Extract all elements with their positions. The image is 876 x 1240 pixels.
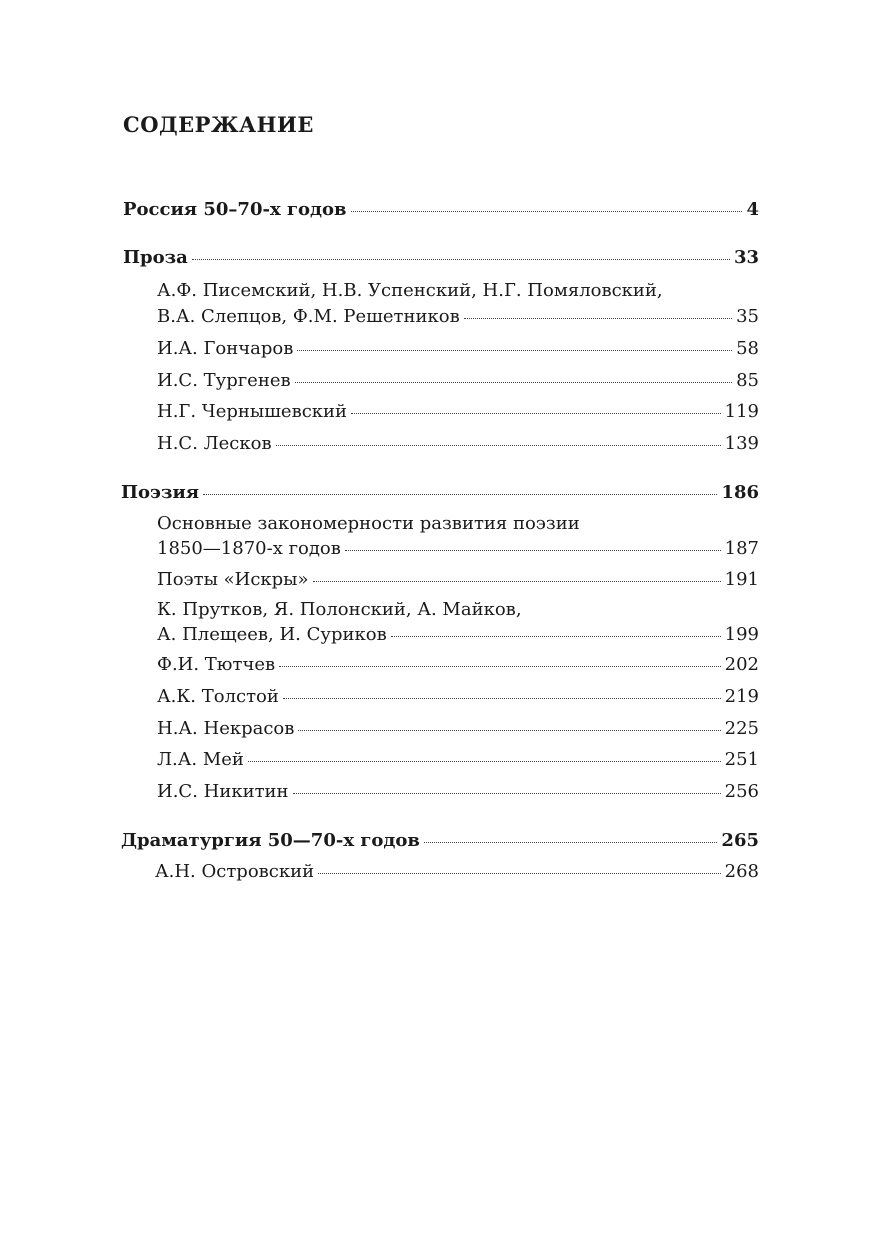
leader-dots — [203, 494, 717, 495]
leader-dots — [297, 350, 732, 351]
toc-page-number: 187 — [724, 538, 759, 559]
toc-entry[interactable] — [157, 306, 759, 328]
toc-entry-title: А. Плещеев, И. Суриков — [157, 624, 387, 645]
toc-entry-title: Поэты «Искры» — [157, 569, 309, 590]
toc-section-poeziya[interactable] — [121, 482, 759, 504]
toc-entry-first-line: К. Прутков, Я. Полонский, А. Майков, — [157, 599, 522, 620]
toc-section-drama[interactable] — [121, 830, 759, 852]
toc-page-number: 35 — [736, 306, 759, 327]
leader-dots — [276, 445, 721, 446]
toc-entry[interactable] — [157, 569, 759, 591]
leader-dots — [351, 413, 721, 414]
toc-page-number: 186 — [721, 482, 759, 503]
toc-entry[interactable] — [157, 538, 759, 560]
toc-entry-title: И.С. Тургенев — [157, 370, 291, 391]
toc-entry[interactable] — [157, 686, 759, 708]
toc-entry-title: А.К. Толстой — [157, 686, 279, 707]
toc-page-number: 265 — [721, 830, 759, 851]
toc-entry[interactable] — [157, 401, 759, 423]
leader-dots — [295, 382, 732, 383]
toc-page-number: 199 — [724, 624, 759, 645]
toc-entry-title: И.С. Никитин — [157, 781, 289, 802]
toc-entry[interactable] — [157, 338, 759, 360]
toc-page-number: 119 — [724, 401, 759, 422]
toc-page-number: 268 — [724, 861, 759, 882]
toc-entry[interactable] — [157, 781, 759, 803]
toc-section-title: Россия 50–70-х годов — [123, 199, 347, 220]
leader-dots — [248, 761, 721, 762]
toc-entry[interactable] — [157, 654, 759, 676]
toc-entry-title: Н.А. Некрасов — [157, 718, 295, 739]
leader-dots — [298, 730, 720, 731]
toc-entry-first-line: Основные закономерности развития поэзии — [157, 513, 580, 534]
toc-page-number: 225 — [724, 718, 759, 739]
toc-page-number: 219 — [724, 686, 759, 707]
toc-entry[interactable] — [157, 749, 759, 771]
leader-dots — [351, 211, 743, 212]
toc-entry[interactable] — [157, 718, 759, 740]
leader-dots — [391, 636, 721, 637]
toc-section-proza[interactable] — [123, 247, 759, 269]
toc-entry-first-line: А.Ф. Писемский, Н.В. Успенский, Н.Г. Помяловский, — [157, 280, 663, 301]
toc-page-number: 202 — [724, 654, 759, 675]
toc-entry-title: Ф.И. Тютчев — [157, 654, 276, 675]
leader-dots — [318, 873, 721, 874]
toc-section-title: Драматургия 50—70-х годов — [121, 830, 420, 851]
leader-dots — [192, 259, 730, 260]
leader-dots — [283, 698, 721, 699]
leader-dots — [293, 793, 721, 794]
toc-entry-title: Л.А. Мей — [157, 749, 244, 770]
leader-dots — [345, 550, 721, 551]
toc-page-number: 85 — [736, 370, 759, 391]
leader-dots — [424, 842, 718, 843]
toc-entry[interactable] — [157, 624, 759, 646]
leader-dots — [464, 318, 732, 319]
toc-section-russia[interactable] — [123, 199, 759, 221]
leader-dots — [279, 666, 721, 667]
toc-page-number: 139 — [724, 433, 759, 454]
toc-entry-title: В.А. Слепцов, Ф.М. Решетников — [157, 306, 460, 327]
toc-section-title: Проза — [123, 247, 188, 268]
toc-entry-title: И.А. Гончаров — [157, 338, 294, 359]
toc-page-number: 251 — [724, 749, 759, 770]
toc-entry-title: 1850—1870-х годов — [157, 538, 341, 559]
toc-page-number: 256 — [724, 781, 759, 802]
toc-section-title: Поэзия — [121, 482, 200, 503]
toc-page-number: 191 — [724, 569, 759, 590]
toc-entry-title: Н.С. Лесков — [157, 433, 272, 454]
toc-page-number: 4 — [746, 199, 759, 220]
leader-dots — [313, 581, 721, 582]
toc-entry[interactable] — [155, 861, 759, 883]
toc-entry[interactable] — [157, 370, 759, 392]
toc-page-number: 58 — [736, 338, 759, 359]
toc-entry-title: Н.Г. Чернышевский — [157, 401, 348, 422]
page-title: СОДЕРЖАНИЕ — [123, 112, 314, 137]
toc-entry[interactable] — [157, 433, 759, 455]
toc-page-number: 33 — [733, 247, 759, 268]
toc-entry-title: А.Н. Островский — [155, 861, 315, 882]
